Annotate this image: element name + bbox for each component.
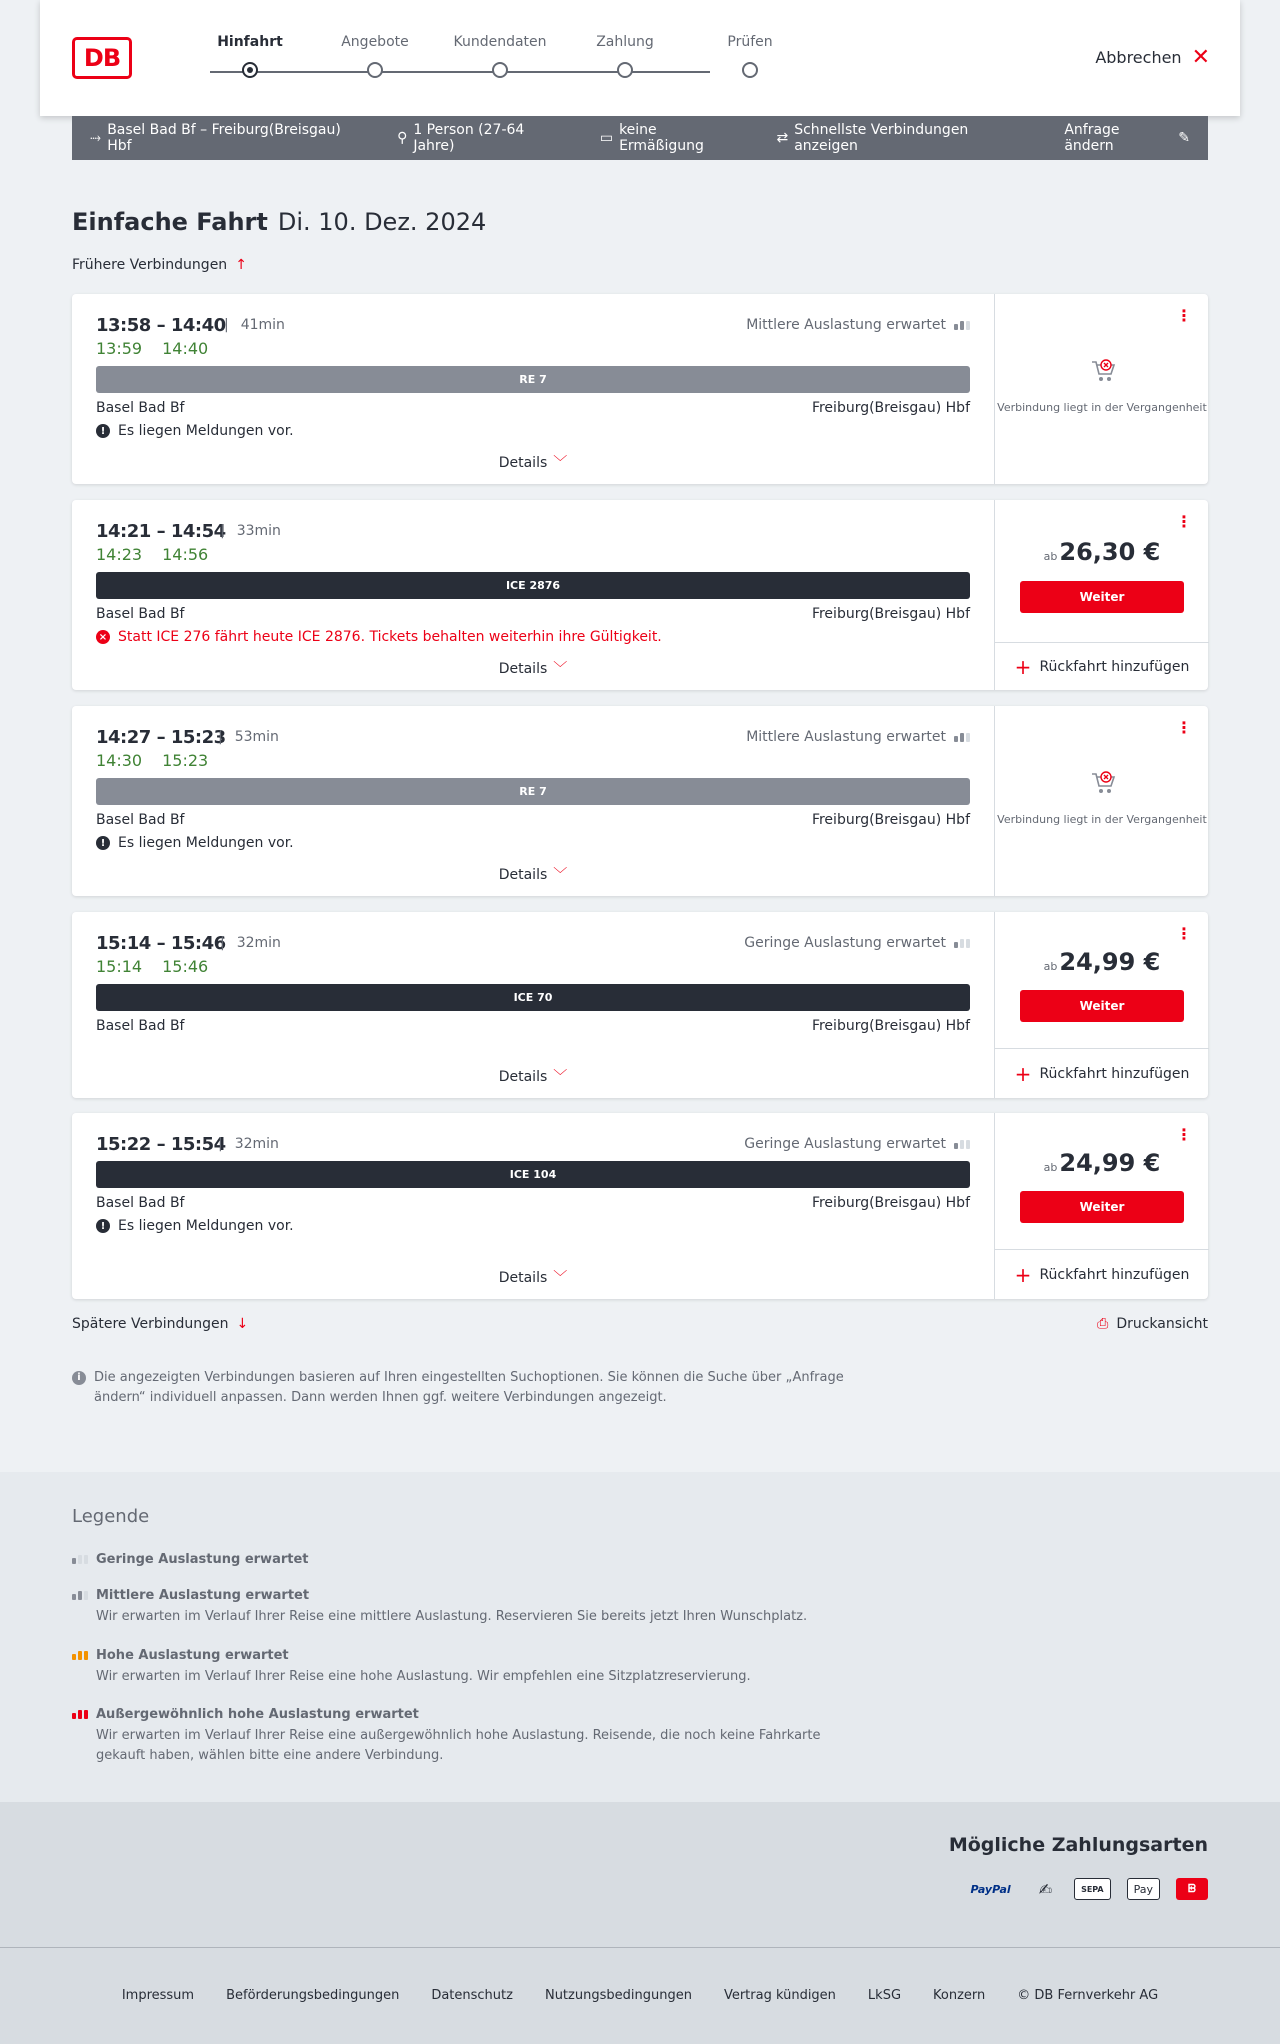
destination-station: Freiburg(Breisgau) Hbf bbox=[811, 606, 970, 622]
arrow-down-icon: ↓ bbox=[236, 1316, 249, 1332]
occupancy-medium-icon bbox=[72, 1591, 88, 1600]
alert-icon: ! bbox=[96, 1219, 110, 1233]
cart-unavailable-icon bbox=[1089, 768, 1117, 796]
step-dot bbox=[617, 62, 633, 78]
legend-section bbox=[0, 1472, 1280, 1802]
realtime-times: 14:23 14:56 bbox=[96, 545, 209, 564]
connection-times: 14:27 – 15:23 bbox=[96, 727, 226, 748]
more-options-icon[interactable]: ⋮ bbox=[1176, 306, 1192, 325]
destination-station: Freiburg(Breisgau) Hbf bbox=[811, 812, 970, 828]
print-view-link[interactable]: ⎙ Druckansicht bbox=[1097, 1316, 1208, 1332]
occupancy-low-icon bbox=[72, 1555, 88, 1564]
step-angebote: Angebote bbox=[312, 34, 438, 50]
train-bar[interactable]: ICE 2876 bbox=[96, 572, 970, 599]
offer-panel bbox=[994, 294, 1208, 484]
connection-info bbox=[72, 1113, 994, 1299]
connection-card bbox=[72, 1113, 1208, 1299]
footer-link-vertrag-kuendigen[interactable]: Vertrag kündigen bbox=[723, 1987, 836, 2003]
details-toggle[interactable]: Details ﹀ bbox=[498, 1270, 568, 1286]
credit-card-icon: ✍ bbox=[1038, 1879, 1053, 1899]
alert-icon: ! bbox=[96, 836, 110, 850]
footer-link-konzern[interactable]: Konzern bbox=[933, 1987, 986, 2003]
chevron-down-icon: ﹀ bbox=[553, 455, 568, 471]
chevron-down-icon: ﹀ bbox=[553, 1270, 568, 1286]
footer-link-datenschutz[interactable]: Datenschutz bbox=[431, 1987, 513, 2003]
paypal-icon: PayPal bbox=[970, 1882, 1011, 1896]
notice-message: ! Es liegen Meldungen vor. bbox=[96, 423, 294, 439]
details-toggle[interactable]: Details ﹀ bbox=[498, 867, 568, 883]
offer-panel bbox=[994, 706, 1208, 896]
connection-card bbox=[72, 500, 1208, 690]
connection-duration: | 53min bbox=[218, 729, 279, 745]
occupancy-info: Mittlere Auslastung erwartet bbox=[746, 317, 970, 333]
more-options-icon[interactable]: ⋮ bbox=[1176, 718, 1192, 737]
chevron-down-icon: ﹀ bbox=[553, 867, 568, 883]
step-progress-line bbox=[210, 71, 710, 73]
plus-icon: + bbox=[1014, 1262, 1032, 1287]
booking-header bbox=[40, 0, 1240, 116]
legend-title: Legende bbox=[72, 1506, 150, 1527]
query-passengers: ⚲ 1 Person (27-64 Jahre) bbox=[397, 122, 525, 154]
add-return-button[interactable]: + Rückfahrt hinzufügen bbox=[995, 642, 1209, 690]
realtime-times: 14:30 15:23 bbox=[96, 751, 209, 770]
origin-station: Basel Bad Bf bbox=[96, 606, 185, 622]
plus-icon: + bbox=[1014, 1061, 1032, 1086]
more-options-icon[interactable]: ⋮ bbox=[1176, 1125, 1192, 1144]
origin-station: Basel Bad Bf bbox=[96, 1195, 185, 1211]
footer-link-impressum[interactable]: Impressum bbox=[121, 1987, 195, 2003]
notice-message: ! Es liegen Meldungen vor. bbox=[96, 835, 294, 851]
error-icon: × bbox=[96, 630, 110, 644]
connection-card bbox=[72, 912, 1208, 1098]
cart-unavailable-icon bbox=[1089, 356, 1117, 384]
step-dot bbox=[367, 62, 383, 78]
footer-link-nutzungsbedingungen[interactable]: Nutzungsbedingungen bbox=[544, 1987, 692, 2003]
connection-times: 15:22 – 15:54 bbox=[96, 1134, 226, 1155]
person-icon: ⚲ bbox=[397, 130, 408, 146]
connection-times: 15:14 – 15:46 bbox=[96, 933, 226, 954]
add-return-button[interactable]: + Rückfahrt hinzufügen bbox=[995, 1048, 1209, 1098]
chevron-down-icon: ﹀ bbox=[553, 661, 568, 677]
sepa-icon: SEPA bbox=[1074, 1878, 1111, 1900]
occupancy-medium-icon bbox=[954, 733, 970, 742]
step-hinfahrt: Hinfahrt bbox=[187, 34, 313, 50]
printer-icon: ⎙ bbox=[1097, 1316, 1109, 1332]
query-option: ⇄ Schnellste Verbindungen anzeigen bbox=[776, 122, 969, 154]
connection-duration: | 33min bbox=[220, 523, 281, 539]
more-options-icon[interactable]: ⋮ bbox=[1176, 924, 1192, 943]
connection-info bbox=[72, 500, 994, 690]
footer-link-befoerderungsbedingungen[interactable]: Beförderungsbedingungen bbox=[226, 1987, 400, 2003]
plus-icon: + bbox=[1014, 654, 1032, 679]
connection-info bbox=[72, 912, 994, 1098]
origin-station: Basel Bad Bf bbox=[96, 400, 185, 416]
weiter-button[interactable]: Weiter bbox=[1020, 581, 1184, 613]
origin-station: Basel Bad Bf bbox=[96, 1018, 185, 1034]
add-return-button[interactable]: + Rückfahrt hinzufügen bbox=[995, 1249, 1209, 1299]
step-dot bbox=[492, 62, 508, 78]
realtime-times: 13:59 14:40 bbox=[96, 339, 209, 358]
arrow-right-icon: ⤑ bbox=[90, 130, 102, 146]
price: ab26,30 € bbox=[1043, 538, 1161, 566]
destination-station: Freiburg(Breisgau) Hbf bbox=[811, 1195, 970, 1211]
occupancy-medium-icon bbox=[954, 321, 970, 330]
page-title: Einfache Fahrt Di. 10. Dez. 2024 bbox=[72, 208, 487, 236]
close-icon: ✕ bbox=[1191, 44, 1210, 70]
step-pruefen: Prüfen bbox=[687, 34, 813, 50]
change-query-button[interactable]: Anfrage ändern ✎ bbox=[1064, 122, 1191, 154]
destination-station: Freiburg(Breisgau) Hbf bbox=[811, 400, 970, 416]
db-card-icon: ᗸ bbox=[1176, 1878, 1208, 1900]
payment-title: Mögliche Zahlungsarten bbox=[948, 1834, 1208, 1856]
offer-panel bbox=[994, 500, 1208, 690]
connection-duration: | 32min bbox=[218, 1136, 279, 1152]
offer-panel bbox=[994, 912, 1208, 1098]
more-options-icon[interactable]: ⋮ bbox=[1176, 512, 1192, 531]
occupancy-info: Geringe Auslastung erwartet bbox=[744, 1136, 970, 1152]
db-logo[interactable]: DB bbox=[72, 37, 132, 79]
occupancy-low-icon bbox=[954, 1140, 970, 1149]
query-summary-bar bbox=[72, 116, 1208, 160]
occupancy-very-high-icon bbox=[72, 1710, 88, 1719]
price: ab24,99 € bbox=[1043, 948, 1161, 976]
pencil-icon: ✎ bbox=[1178, 130, 1191, 146]
train-bar[interactable]: ICE 70 bbox=[96, 984, 970, 1011]
connection-info bbox=[72, 294, 994, 484]
past-connection-text: Verbindung liegt in der Vergangenheit bbox=[997, 401, 1207, 414]
card-icon: ▭ bbox=[599, 130, 614, 146]
price: ab24,99 € bbox=[1043, 1149, 1161, 1177]
chevron-down-icon: ﹀ bbox=[553, 1069, 568, 1085]
connection-card bbox=[72, 706, 1208, 896]
occupancy-info: Mittlere Auslastung erwartet bbox=[746, 729, 970, 745]
occupancy-high-icon bbox=[72, 1651, 88, 1660]
connection-times: 14:21 – 14:54 bbox=[96, 521, 226, 542]
alert-icon: ! bbox=[96, 424, 110, 438]
notice-message: ! Es liegen Meldungen vor. bbox=[96, 1218, 294, 1234]
connection-card bbox=[72, 294, 1208, 484]
query-discount: ▭ keine Ermäßigung bbox=[599, 122, 704, 154]
info-icon: i bbox=[72, 1371, 86, 1385]
details-toggle[interactable]: Details ﹀ bbox=[498, 661, 568, 677]
search-info-note: i Die angezeigten Verbindungen basieren auf Ihren eingestellten Suchoptionen. Sie können die Suche über „Anfrage ändern“ individuell anpassen. Dann werden Ihnen ggf. weitere Verbindungen angezeigt. bbox=[72, 1368, 852, 1408]
past-connection-text: Verbindung liegt in der Vergangenheit bbox=[997, 813, 1207, 826]
payment-icons bbox=[964, 1878, 1208, 1900]
train-bar[interactable]: ICE 104 bbox=[96, 1161, 970, 1188]
weiter-button[interactable]: Weiter bbox=[1020, 1191, 1184, 1223]
origin-station: Basel Bad Bf bbox=[96, 812, 185, 828]
legend-item-low: Geringe Auslastung erwartet bbox=[72, 1552, 309, 1567]
earlier-connections-link[interactable]: Frühere Verbindungen ↑ bbox=[72, 257, 247, 273]
footer-copyright: © DB Fernverkehr AG bbox=[1017, 1987, 1159, 2003]
footer bbox=[0, 1948, 1280, 2044]
occupancy-info: Geringe Auslastung erwartet bbox=[744, 935, 970, 951]
realtime-times: 15:14 15:46 bbox=[96, 957, 209, 976]
step-zahlung: Zahlung bbox=[562, 34, 688, 50]
connection-duration: | 32min bbox=[220, 935, 281, 951]
step-kundendaten: Kundendaten bbox=[437, 34, 563, 50]
step-dot bbox=[742, 62, 758, 78]
sliders-icon: ⇄ bbox=[776, 130, 789, 146]
weiter-button[interactable]: Weiter bbox=[1020, 990, 1184, 1022]
destination-station: Freiburg(Breisgau) Hbf bbox=[811, 1018, 970, 1034]
arrow-up-icon: ↑ bbox=[235, 257, 247, 273]
legend-item-medium: Mittlere Auslastung erwartet Wir erwarten im Verlauf Ihrer Reise eine mittlere Auslastung. Reservieren Sie bereits jetzt Ihren Wunschplatz. bbox=[72, 1588, 856, 1627]
occupancy-low-icon bbox=[954, 939, 970, 948]
offer-panel bbox=[994, 1113, 1208, 1299]
step-dot bbox=[242, 62, 258, 78]
apple-pay-icon: Pay bbox=[1127, 1878, 1160, 1900]
footer-link-lksg[interactable]: LkSG bbox=[867, 1987, 902, 2003]
query-route: ⤑ Basel Bad Bf – Freiburg(Breisgau) Hbf bbox=[90, 122, 341, 154]
train-bar[interactable]: RE 7 bbox=[96, 778, 970, 805]
connection-duration: | 41min bbox=[224, 317, 285, 333]
details-toggle[interactable]: Details ﹀ bbox=[498, 455, 568, 471]
payment-methods-section bbox=[0, 1802, 1280, 1948]
details-toggle[interactable]: Details ﹀ bbox=[498, 1069, 568, 1085]
error-message: × Statt ICE 276 fährt heute ICE 2876. Tickets behalten weiterhin ihre Gültigkeit. bbox=[96, 629, 662, 645]
legend-item-high: Hohe Auslastung erwartet Wir erwarten im Verlauf Ihrer Reise eine hohe Auslastung. Wir empfehlen eine Sitzplatzreservierung. bbox=[72, 1648, 856, 1687]
legend-item-very-high: Außergewöhnlich hohe Auslastung erwartet Wir erwarten im Verlauf Ihrer Reise eine außergewöhnlich hohe Auslastung. Reisende, die noch keine Fahrkarte gekauft haben, wählen bitte eine andere Verbindung. bbox=[72, 1707, 856, 1766]
train-bar[interactable]: RE 7 bbox=[96, 366, 970, 393]
connection-times: 13:58 – 14:40 bbox=[96, 315, 226, 336]
connection-info bbox=[72, 706, 994, 896]
cancel-button[interactable]: Abbrechen ✕ bbox=[1095, 44, 1210, 70]
later-connections-link[interactable]: Spätere Verbindungen ↓ bbox=[72, 1316, 249, 1332]
